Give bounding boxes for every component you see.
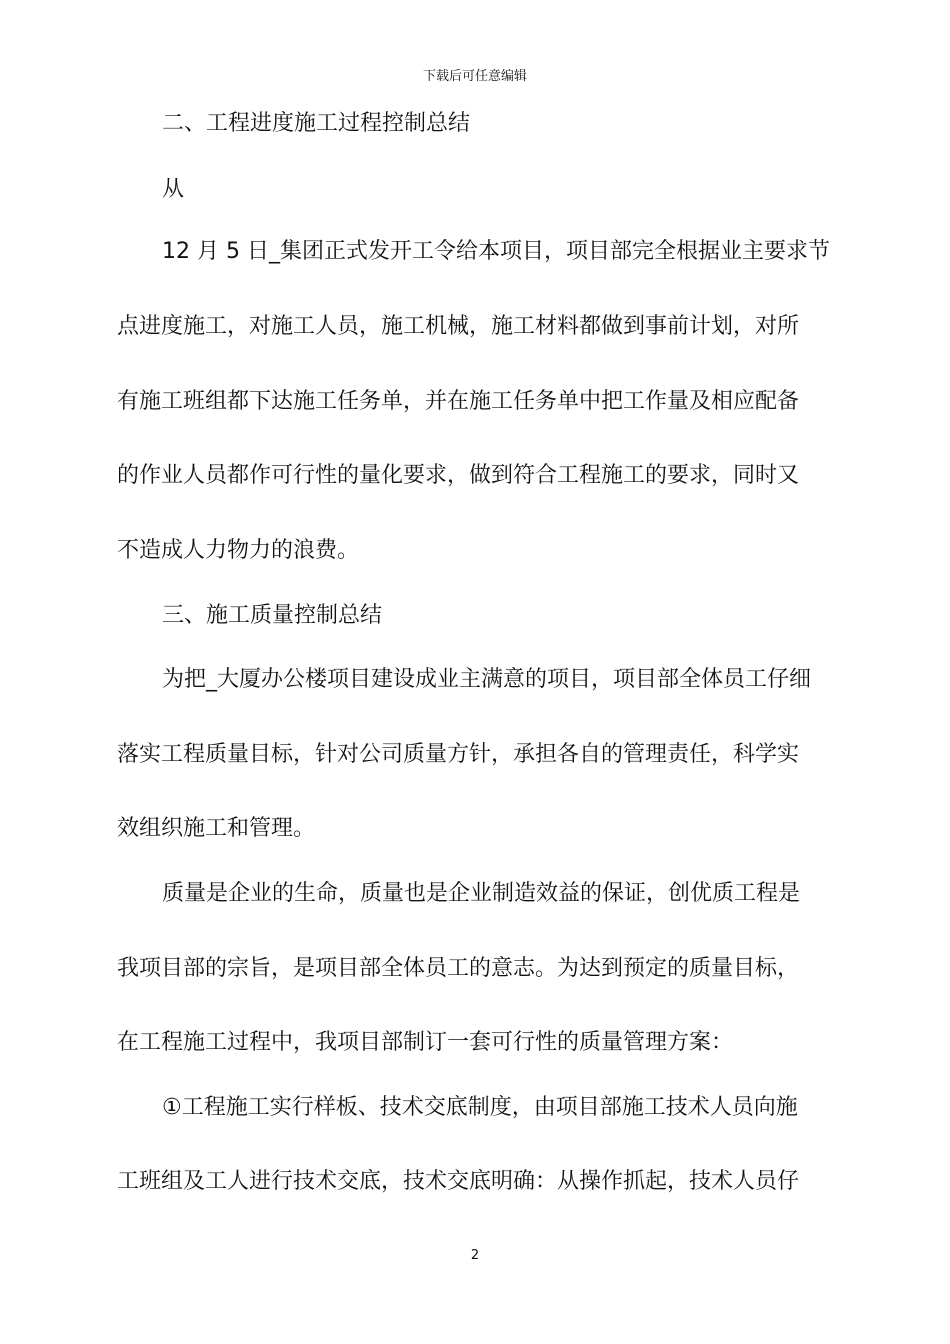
body-line: 我项目部的宗旨，是项目部全体员工的意志。为达到预定的质量目标， [117, 956, 800, 981]
section-heading-quality: 三、施工质量控制总结 [162, 603, 383, 628]
body-line: 的作业人员都作可行性的量化要求，做到符合工程施工的要求，同时又 [117, 463, 800, 488]
section-heading-progress: 二、工程进度施工过程控制总结 [162, 111, 471, 136]
body-line: 从 [162, 177, 185, 202]
body-line: 为把_大厦办公楼项目建设成业主满意的项目，项目部全体员工仔细 [162, 667, 812, 692]
body-line: 质量是企业的生命，质量也是企业制造效益的保证，创优质工程是 [162, 881, 801, 906]
body-line: 在工程施工过程中，我项目部制订一套可行性的质量管理方案： [117, 1030, 734, 1055]
body-line: 不造成人力物力的浪费。 [117, 538, 360, 563]
body-line: 工班组及工人进行技术交底，技术交底明确：从操作抓起，技术人员仔 [117, 1169, 800, 1194]
page-header-note: 下载后可任意编辑 [422, 69, 527, 84]
body-line: 12 月 5 日_集团正式发开工令给本项目，项目部完全根据业主要求节 [162, 239, 830, 264]
body-line: 落实工程质量目标，针对公司质量方针，承担各自的管理责任，科学实 [117, 742, 800, 767]
body-line: 点进度施工，对施工人员，施工机械，施工材料都做到事前计划，对所 [117, 314, 800, 339]
body-line: 有施工班组都下达施工任务单，并在施工任务单中把工作量及相应配备 [117, 389, 800, 414]
body-line: ①工程施工实行样板、技术交底制度，由项目部施工技术人员向施 [162, 1095, 798, 1120]
page-number: 2 [470, 1248, 480, 1263]
body-line: 效组织施工和管理。 [117, 816, 316, 841]
